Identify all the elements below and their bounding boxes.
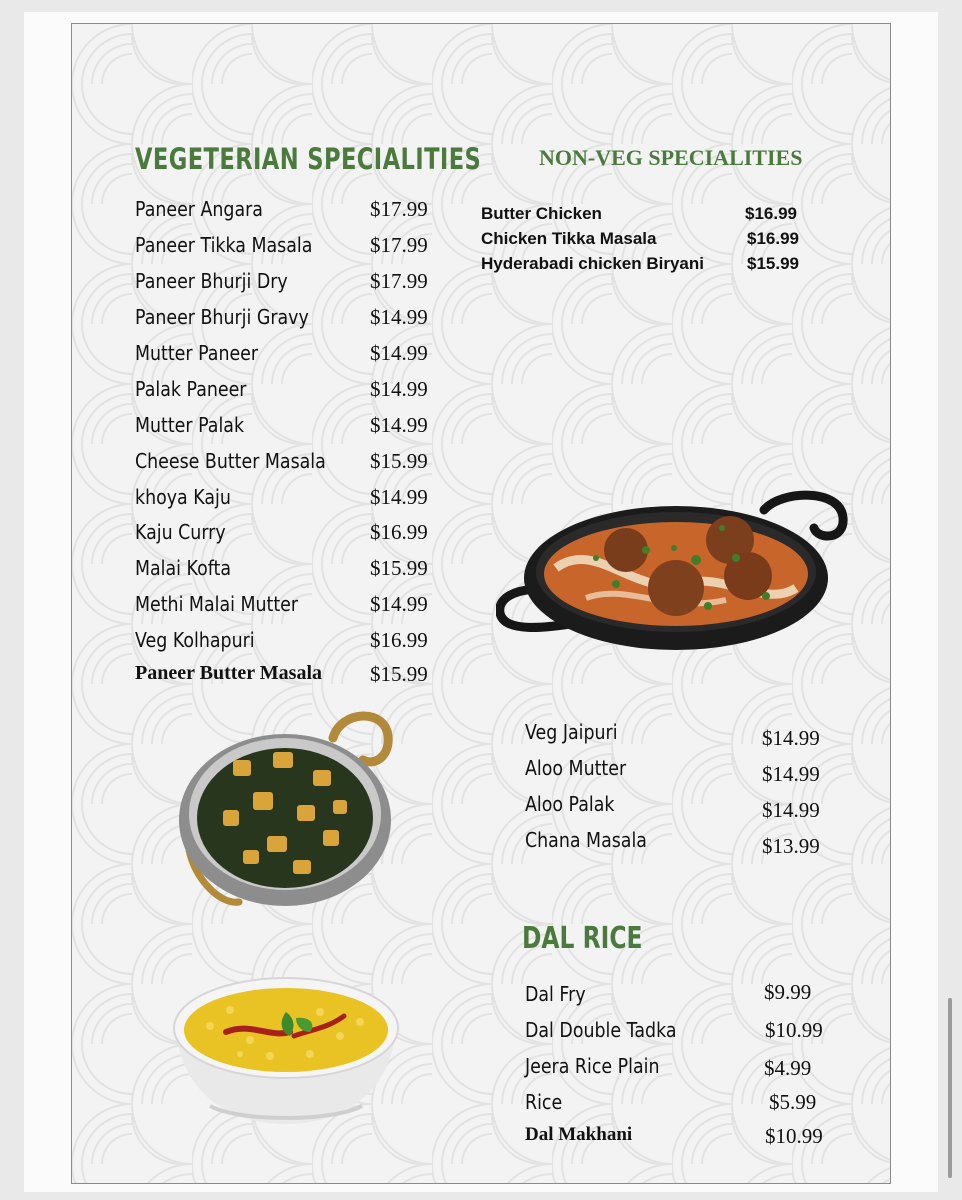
item-price: $16.99 (370, 520, 428, 544)
item-name: Jeera Rice Plain (525, 1054, 660, 1078)
item-name: Kaju Curry (135, 520, 226, 544)
veg-section-title: VEGETERIAN SPECIALITIES (135, 142, 482, 176)
item-name: Paneer Angara (135, 197, 263, 221)
item-price: $9.99 (764, 980, 812, 1004)
nonveg-section-title: NON-VEG SPECIALITIES (539, 145, 803, 170)
item-price: $14.99 (370, 592, 428, 616)
item-name: Malai Kofta (135, 556, 232, 580)
item-price: $14.99 (762, 726, 820, 750)
item-price: $15.99 (370, 556, 428, 580)
item-name: khoya Kaju (135, 485, 231, 509)
scrollbar[interactable] (948, 998, 952, 1178)
item-price: $13.99 (762, 834, 820, 858)
item-name: Chicken Tikka Masala (481, 229, 657, 248)
item-name: Paneer Bhurji Dry (135, 269, 288, 293)
item-name: Paneer Butter Masala (135, 662, 323, 684)
malai-kofta-pan-image (496, 488, 848, 658)
item-name: Hyderabadi chicken Biryani (481, 254, 704, 273)
item-name: Butter Chicken (481, 204, 602, 223)
item-price: $5.99 (769, 1090, 817, 1114)
item-price: $16.99 (370, 628, 428, 652)
item-price: $10.99 (765, 1018, 823, 1042)
item-price: $14.99 (370, 341, 428, 365)
item-name: Paneer Bhurji Gravy (135, 305, 309, 329)
item-name: Chana Masala (525, 828, 647, 852)
item-price: $14.99 (762, 798, 820, 822)
dal-rice-section-title: DAL RICE (522, 921, 643, 956)
item-name: Paneer Tikka Masala (135, 233, 313, 257)
item-price: $15.99 (370, 449, 428, 473)
item-name: Veg Jaipuri (525, 720, 618, 744)
item-price: $17.99 (370, 197, 428, 221)
item-name: Aloo Palak (525, 792, 615, 816)
item-price: $14.99 (370, 305, 428, 329)
aloo-palak-kadai-image (173, 710, 395, 910)
item-name: Cheese Butter Masala (135, 449, 326, 473)
item-price: $14.99 (370, 377, 428, 401)
item-name: Aloo Mutter (525, 756, 627, 780)
item-name: Rice (525, 1090, 563, 1114)
item-price: $15.99 (370, 662, 428, 686)
item-price: $15.99 (747, 254, 799, 273)
item-name: Mutter Paneer (135, 341, 259, 365)
item-price: $16.99 (745, 204, 797, 223)
item-price: $17.99 (370, 269, 428, 293)
item-name: Dal Double Tadka (525, 1018, 677, 1042)
item-name: Palak Paneer (135, 377, 247, 401)
item-price: $14.99 (370, 413, 428, 437)
item-name: Dal Makhani (525, 1124, 633, 1145)
item-price: $17.99 (370, 233, 428, 257)
item-name: Dal Fry (525, 982, 586, 1006)
item-price: $4.99 (764, 1056, 812, 1080)
item-name: Mutter Palak (135, 413, 245, 437)
item-price: $10.99 (765, 1124, 823, 1148)
item-price: $16.99 (747, 229, 799, 248)
item-price: $14.99 (370, 485, 428, 509)
dal-tadka-bowl-image (170, 966, 402, 1128)
item-name: Veg Kolhapuri (135, 628, 255, 652)
item-price: $14.99 (762, 762, 820, 786)
item-name: Methi Malai Mutter (135, 592, 299, 616)
